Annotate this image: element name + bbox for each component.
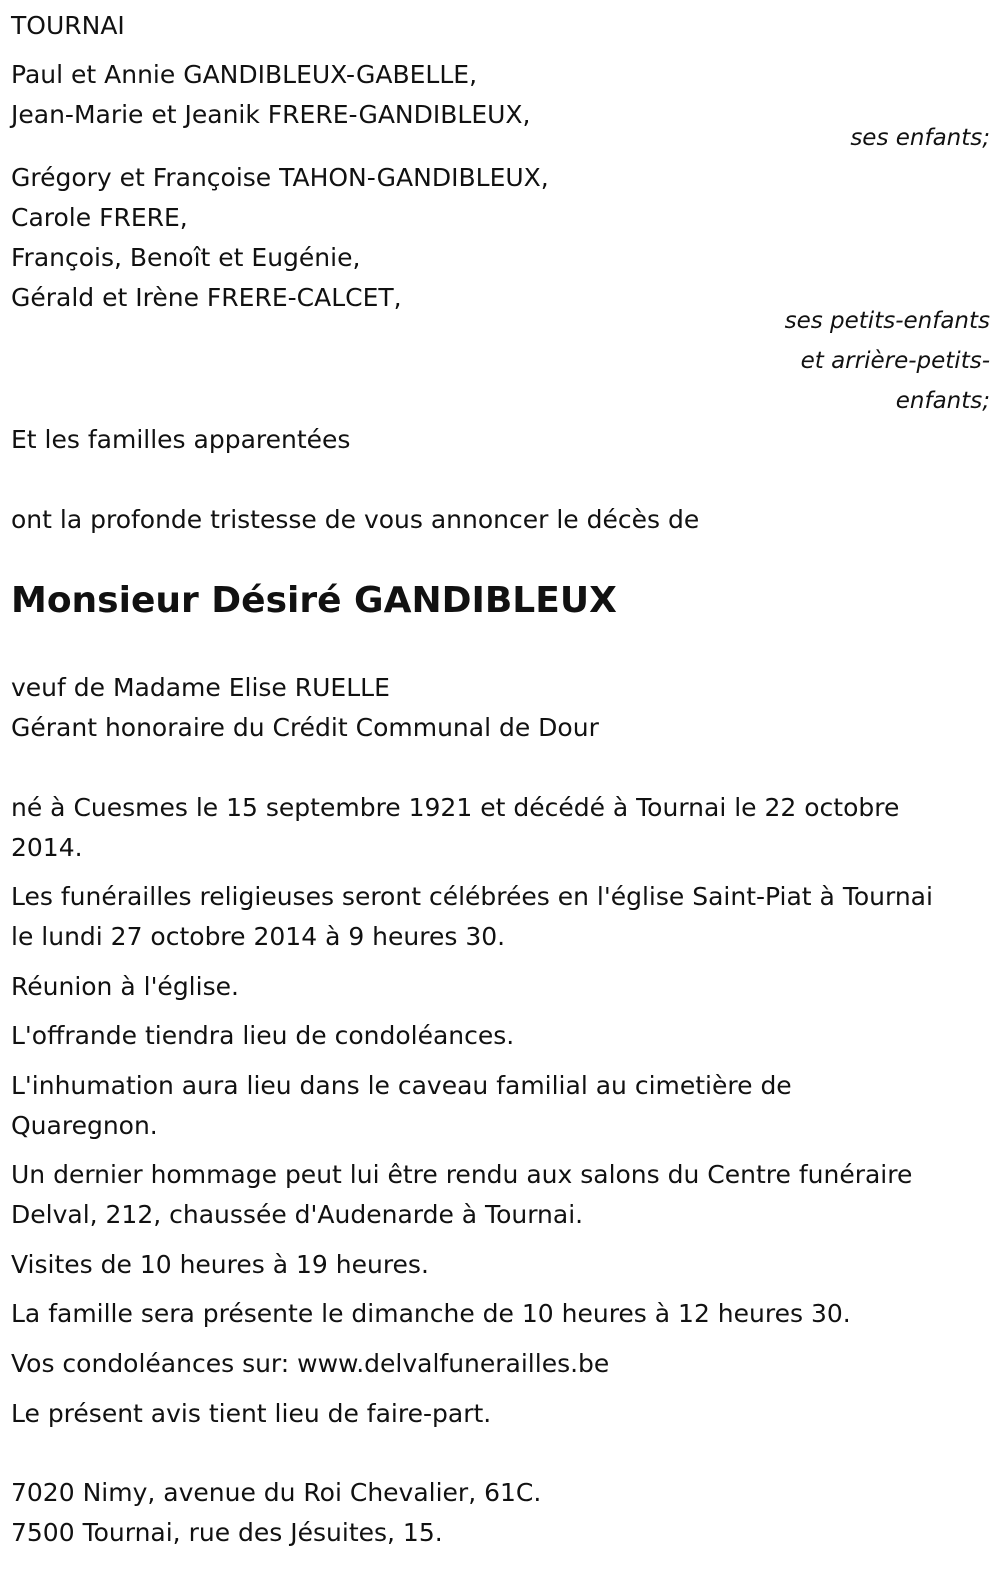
grandchildren-role: ses petits-enfants xyxy=(784,308,990,334)
address-line: 7500 Tournai, rue des Jésuites, 15. xyxy=(11,1518,443,1547)
body-line: La famille sera présente le dimanche de 10 heures à 12 heures 30. xyxy=(11,1299,851,1328)
announcement-line: ont la profonde tristesse de vous annoncer le décès de xyxy=(11,505,700,534)
body-line: Réunion à l'église. xyxy=(11,972,239,1001)
body-line: le lundi 27 octobre 2014 à 9 heures 30. xyxy=(11,922,506,951)
body-line: L'inhumation aura lieu dans le caveau familial au cimetière de xyxy=(11,1071,792,1100)
body-line: L'offrande tiendra lieu de condoléances. xyxy=(11,1021,515,1050)
city-header: TOURNAI xyxy=(11,11,125,40)
body-line: Visites de 10 heures à 19 heures. xyxy=(11,1250,429,1279)
detail-line: veuf de Madame Elise RUELLE xyxy=(11,673,390,702)
address-line: 7020 Nimy, avenue du Roi Chevalier, 61C. xyxy=(11,1478,542,1507)
grandchildren-role: enfants; xyxy=(895,388,990,414)
child-name: Jean-Marie et Jeanik FRERE-GANDIBLEUX, xyxy=(11,100,531,129)
deceased-name: Monsieur Désiré GANDIBLEUX xyxy=(11,580,617,621)
body-line: 2014. xyxy=(11,833,83,862)
body-line: Un dernier hommage peut lui être rendu aux salons du Centre funéraire xyxy=(11,1160,913,1189)
body-line: Vos condoléances sur: www.delvalfunerailles.be xyxy=(11,1349,610,1378)
grandchild-name: Gérald et Irène FRERE-CALCET, xyxy=(11,283,402,312)
grandchild-name: Carole FRERE, xyxy=(11,203,188,232)
body-line: Le présent avis tient lieu de faire-part. xyxy=(11,1399,492,1428)
detail-line: Gérant honoraire du Crédit Communal de Dour xyxy=(11,713,599,742)
grandchildren-role: et arrière-petits- xyxy=(800,348,990,374)
body-line: né à Cuesmes le 15 septembre 1921 et décédé à Tournai le 22 octobre xyxy=(11,793,900,822)
relatives-line: Et les familles apparentées xyxy=(11,425,351,454)
body-line: Delval, 212, chaussée d'Audenarde à Tournai. xyxy=(11,1200,584,1229)
grandchild-name: François, Benoît et Eugénie, xyxy=(11,243,361,272)
children-role: ses enfants; xyxy=(850,125,990,151)
body-line: Les funérailles religieuses seront célébrées en l'église Saint-Piat à Tournai xyxy=(11,882,933,911)
child-name: Paul et Annie GANDIBLEUX-GABELLE, xyxy=(11,60,478,89)
body-line: Quaregnon. xyxy=(11,1111,158,1140)
grandchild-name: Grégory et Françoise TAHON-GANDIBLEUX, xyxy=(11,163,549,192)
